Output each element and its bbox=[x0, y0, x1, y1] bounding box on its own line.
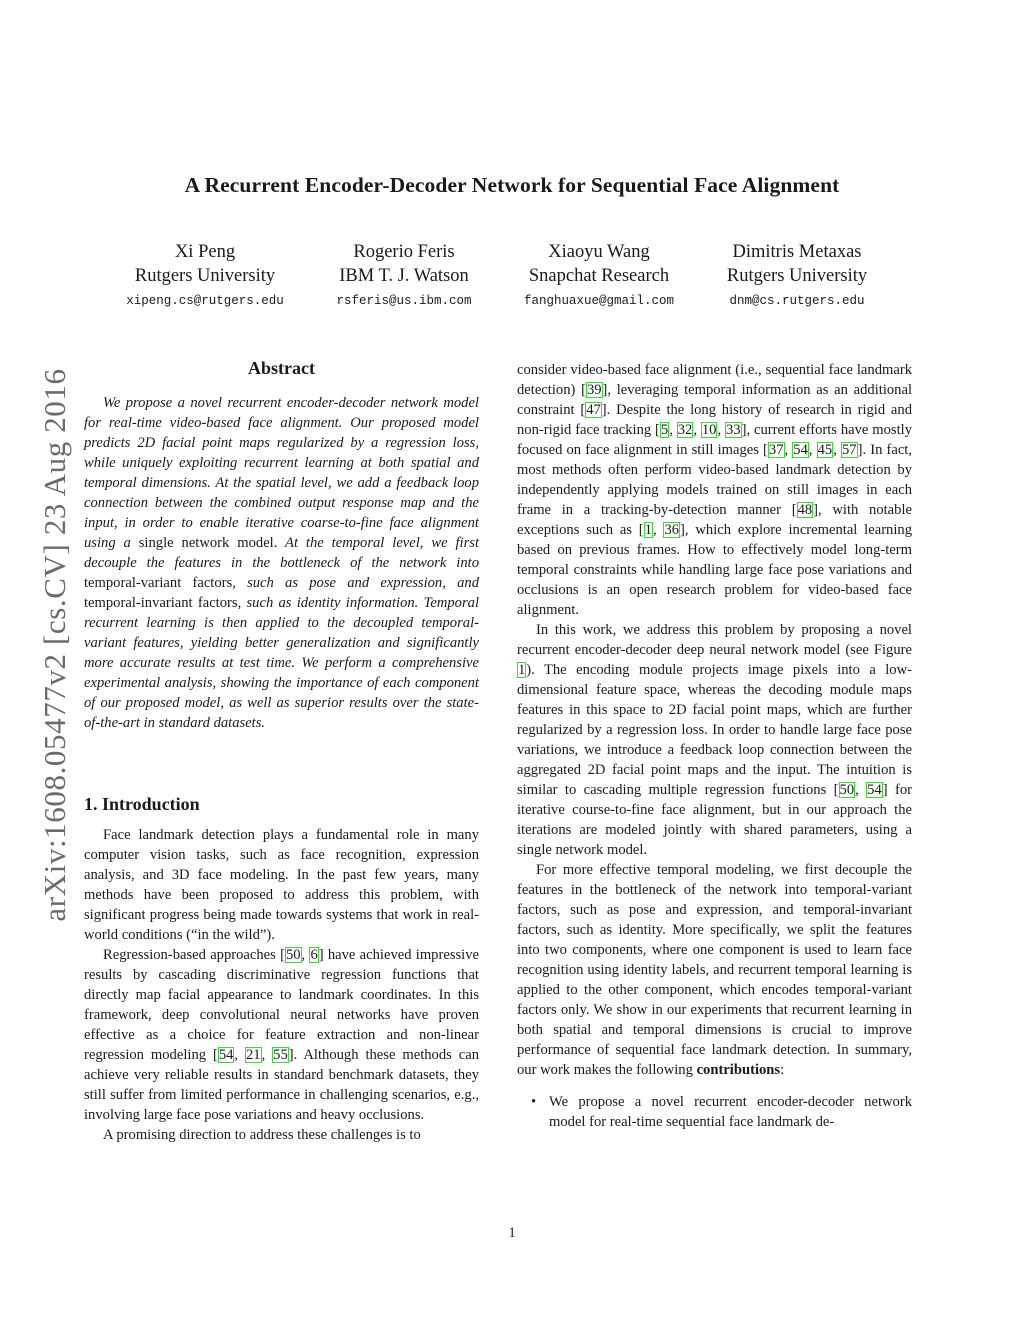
contributions-list bbox=[517, 1092, 912, 1132]
bullet-icon: • bbox=[531, 1094, 537, 1110]
author-email[interactable]: xipeng.cs@rutgers.edu bbox=[126, 294, 284, 308]
abstract-text: We propose a novel recurrent encoder-decoder network model for real-time video-based face alignment. Our proposed model predicts 2D facial point maps regularized by a regression loss, while uniquely exploiting recurrent learning at both spatial and temporal dimensions. At the spatial level, we add a feedback loop connection between the combined output response map and the input, in order to enable iterative coarse-to-fine face alignment using a single network model. At the temporal level, we first decouple the features in the bottleneck of the network into temporal-variant factors, such as pose and expression, and temporal-invariant factors, such as identity information. Temporal recurrent learning is then applied to the decoupled temporal-variant features, yielding better generalization and significantly more accurate results at test time. We perform a comprehensive experimental analysis, showing the importance of each component of our proposed model, as well as superior results over the state-of-the-art in standard datasets. bbox=[84, 395, 480, 731]
citation-link[interactable]: 32 bbox=[677, 422, 693, 438]
citation-link[interactable]: 37 bbox=[768, 442, 784, 458]
citation-link[interactable]: 57 bbox=[841, 442, 857, 458]
page-number: 1 bbox=[508, 1225, 516, 1241]
citation-link[interactable]: 48 bbox=[797, 502, 813, 518]
author-affiliation: Rutgers University bbox=[134, 266, 276, 286]
citation-link[interactable]: 33 bbox=[725, 422, 741, 438]
citation-link[interactable]: 1 bbox=[644, 522, 652, 538]
citation-link[interactable]: 36 bbox=[664, 522, 680, 538]
citation-link[interactable]: 54 bbox=[867, 782, 882, 798]
citation-link[interactable]: 54 bbox=[218, 1047, 234, 1063]
author-email[interactable]: dnm@cs.rutgers.edu bbox=[729, 294, 865, 308]
right-paragraph-3: For more effective temporal modeling, we first decouple the features in the bottleneck of the network into temporal-variant factors, such as pose and expression, and temporal-invariant factors, such as identity. More specifically, we split the features into two components, where one component is used to learn face recognition using identity labels, and recurrent temporal learning is applied to the other component, which encodes temporal-variant factors only. We show in our experiments that recurrent learning in both spatial and temporal dimensions is crucial to improve performance of sequential face landmark detection. In summary, our work makes the following contributions: bbox=[517, 862, 912, 1078]
author-email[interactable]: rsferis@us.ibm.com bbox=[336, 294, 472, 308]
citation-link[interactable]: 10 bbox=[701, 422, 717, 438]
citation-link[interactable]: 50 bbox=[285, 947, 301, 963]
author-name: Xiaoyu Wang bbox=[548, 242, 650, 262]
author-block-4 bbox=[677, 240, 917, 310]
intro-paragraph-3: A promising direction to address these challenges is to bbox=[103, 1127, 421, 1143]
citation-link[interactable]: 55 bbox=[273, 1047, 288, 1063]
citation-link[interactable]: 50 bbox=[839, 782, 855, 798]
citation-link[interactable]: 54 bbox=[793, 442, 808, 458]
figure-link[interactable]: 1 bbox=[518, 662, 526, 678]
section-heading-introduction: 1. Introduction bbox=[84, 794, 200, 814]
author-affiliation: IBM T. J. Watson bbox=[339, 266, 469, 286]
citation-link[interactable]: 21 bbox=[246, 1047, 261, 1063]
citation-link[interactable]: 45 bbox=[817, 442, 833, 458]
intro-paragraph-1: Face landmark detection plays a fundamental role in many computer vision tasks, such as face recognition, expression analysis, and 3D face modeling. In the past few years, many methods have been proposed to address this problem, with significant progress being made towards systems that work in real-world conditions (“in the wild”). bbox=[84, 827, 479, 943]
right-paragraph-1: consider video-based face alignment (i.e., sequential face landmark detection) [39], leveraging temporal information as an additional constraint [47]. Despite the long history of research in rigid and non-rigid face tracking [5, 32, 10, 33], current efforts have mostly focused on face alignment in still images [37, 54, 45, 57]. In fact, most methods often perform video-based landmark detection by independently applying models trained on still images in each frame in a tracking-by-detection manner [48], with notable exceptions such as [1, 36], which explore incremental learning based on previous frames. How to effectively model long-term temporal constraints while handling large face pose variations and occlusions is an open research problem for video-based face alignment. bbox=[517, 362, 913, 618]
arxiv-stamp: arXiv:1608.05477v2 [cs.CV] 23 Aug 2016 bbox=[37, 368, 72, 922]
author-name: Rogerio Feris bbox=[353, 242, 455, 262]
citation-link[interactable]: 47 bbox=[586, 402, 601, 418]
author-name: Dimitris Metaxas bbox=[732, 242, 862, 262]
left-column bbox=[84, 357, 479, 1145]
author-affiliation: Rutgers University bbox=[726, 266, 868, 286]
paper-title: A Recurrent Encoder-Decoder Network for Sequential Face Alignment bbox=[184, 173, 840, 197]
intro-paragraph-2: Regression-based approaches [50, 6] have achieved impressive results by cascading discriminative regression functions that directly map facial appearance to landmark coordinates. In this framework, deep convolutional neural networks have proven effective as a choice for feature extraction and non-linear regression modeling [54, 21, 55]. Although these methods can achieve very reliable results in standard benchmark datasets, they still suffer from limited performance in challenging scenarios, e.g., involving large face pose variations and heavy occlusions. bbox=[84, 947, 480, 1123]
citation-link[interactable]: 5 bbox=[660, 422, 669, 438]
author-affiliation: Snapchat Research bbox=[528, 266, 670, 286]
author-email[interactable]: fanghuaxue@gmail.com bbox=[523, 294, 675, 308]
citation-link[interactable]: 6 bbox=[310, 947, 318, 963]
abstract-heading: Abstract bbox=[248, 358, 315, 378]
right-paragraph-2: In this work, we address this problem by proposing a novel recurrent encoder-decoder deep neural network model (see Figure 1). The encoding module projects image pixels into a low-dimensional feature space, whereas the decoding module maps features in this space to 2D facial point maps, which are further regularized by a regression loss. In order to handle large face pose variations, we introduce a feedback loop connection between the aggregated 2D facial point maps and the input. The intuition is similar to cascading multiple regression functions [50, 54] for iterative course-to-fine face alignment, but in our approach the iterations are modeled jointly with shared parameters, using a single network model. bbox=[517, 622, 912, 858]
right-column bbox=[517, 360, 912, 1132]
list-item: • We propose a novel recurrent encoder-decoder network model for real-time sequential face landmark de- bbox=[531, 1094, 912, 1130]
author-name: Xi Peng bbox=[174, 242, 236, 262]
citation-link[interactable]: 39 bbox=[586, 382, 602, 398]
